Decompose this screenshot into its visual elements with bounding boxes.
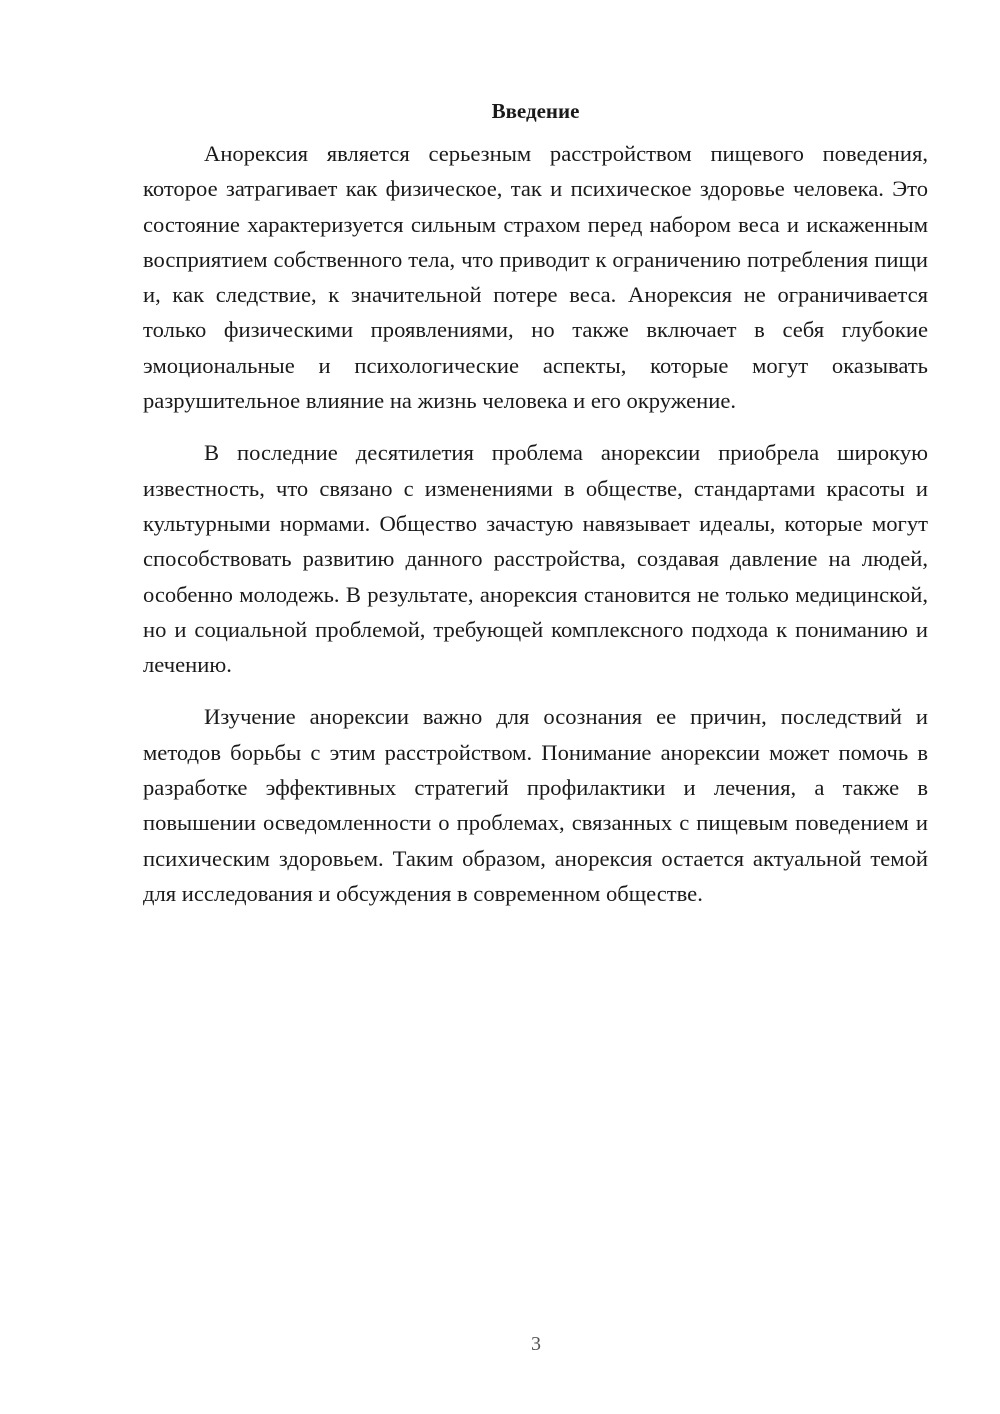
paragraph-2: В последние десятилетия проблема анорексии приобрела широкую известность, что связано с изменениями в обществе, стандартами красоты и культурными нормами. Общество зачастую навязывает идеалы, которые могут способствовать развитию данного расстройства, создавая давление на людей, особенно молодежь. В результате, анорексия становится не только медицинской, но и социальной проблемой, требующей комплексного подхода к пониманию и лечению. — [143, 440, 928, 678]
page-title: Введение — [491, 99, 580, 123]
page-content — [143, 96, 928, 928]
paragraph-3: Изучение анорексии важно для осознания ее причин, последствий и методов борьбы с этим расстройством. Понимание анорексии может помочь в разработке эффективных стратегий профилактики и лечения, а также в повышении осведомленности о проблемах, связанных с пищевым поведением и психическим здоровьем. Таким образом, анорексия остается актуальной темой для исследования и обсуждения в современном обществе. — [143, 704, 928, 906]
page-number: 3 — [531, 1333, 541, 1355]
paragraph-1: Анорексия является серьезным расстройством пищевого поведения, которое затрагивает как физическое, так и психическое здоровье человека. Это состояние характеризуется сильным страхом перед набором веса и искаженным восприятием собственного тела, что приводит к ограничению потребления пищи и, как следствие, к значительной потере веса. Анорексия не ограничивается только физическими проявлениями, но также включает в себя глубокие эмоциональные и психологические аспекты, которые могут оказывать разрушительное влияние на жизнь человека и его окружение. — [143, 141, 928, 414]
